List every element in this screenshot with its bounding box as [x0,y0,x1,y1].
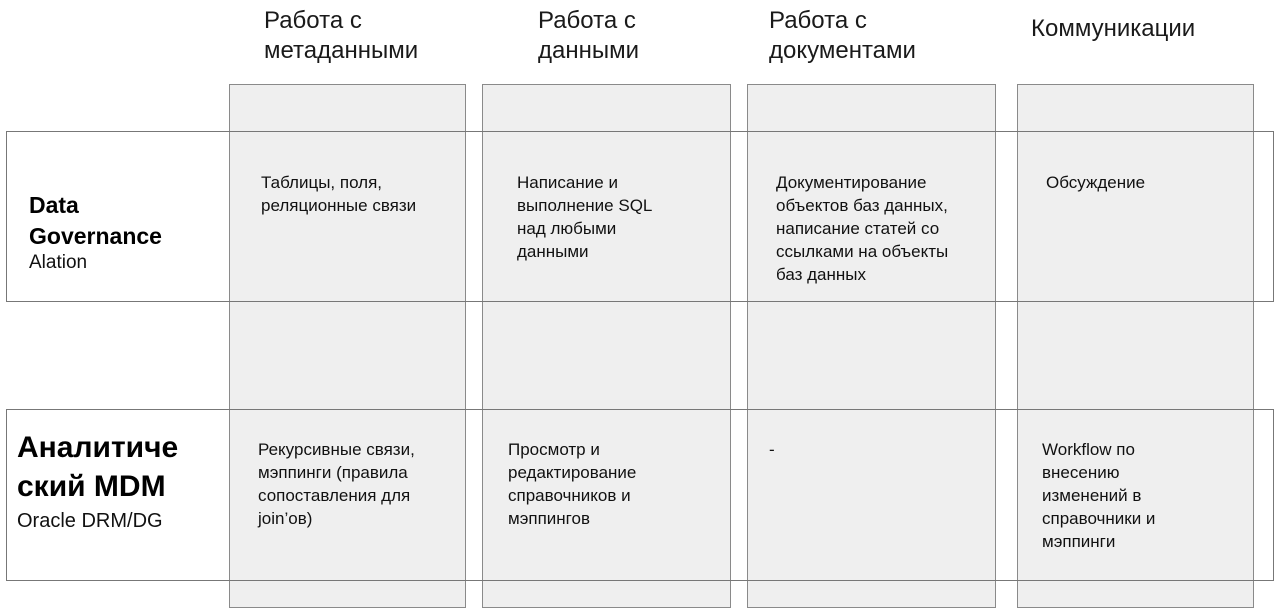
column-header-communications: Коммуникации [1031,15,1196,42]
cell-mdm-metadata: Рекурсивные связи, мэппинги (правила сопоставления для join’ов) [258,440,415,528]
column-header-data: Работа с данными [538,7,640,64]
column-header-metadata: Работа с метаданными [264,7,419,64]
cell-mdm-documents: - [769,440,775,459]
column-header-documents: Работа с документами [769,7,916,64]
row-subtitle-alation: Alation [29,252,88,273]
row-subtitle-oracle-drm: Oracle DRM/DG [17,510,163,532]
cell-mdm-data: Просмотр и редактирование справочников и мэппингов [508,440,637,528]
row-title-analytic-mdm: Аналитиче ский MDM [17,431,179,503]
cell-governance-metadata: Таблицы, поля, реляционные связи [261,173,417,215]
cell-governance-communications: Обсуждение [1046,173,1146,192]
cell-governance-documents: Документирование объектов баз данных, написание статей со ссылками на объекты баз данных [776,173,949,284]
cell-governance-data: Написание и выполнение SQL над любыми данными [517,173,653,261]
cell-mdm-communications: Workflow по внесению изменений в справочники и мэппинги [1042,440,1156,551]
row-title-data-governance: Data Governance [29,192,162,249]
